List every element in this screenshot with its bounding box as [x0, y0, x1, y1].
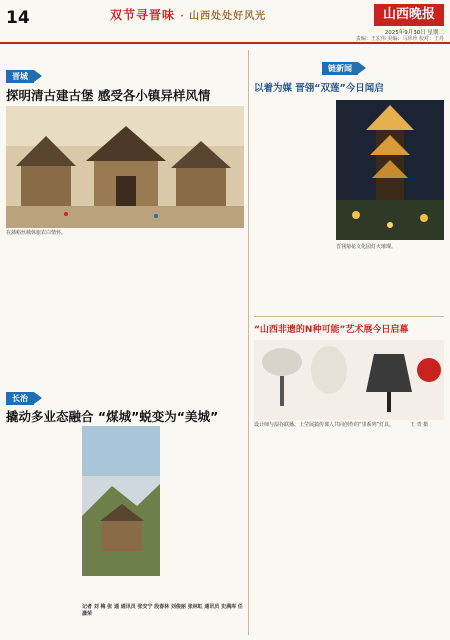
photo-changzhi: [82, 426, 160, 576]
photo-credit-lamps: 王 青 摄: [410, 422, 429, 428]
photo-ancient-castle: [6, 106, 244, 228]
editors-line: 责编：王宏伟 美编：马珍珍 校对：王丹: [355, 36, 444, 42]
right-section-rule: [254, 316, 444, 317]
article-body-jincheng-col1: [6, 240, 116, 332]
photo-chrysanthemum-garden: [336, 100, 444, 240]
section-tag-jincheng: 晋城: [6, 70, 34, 83]
castle-photo-illustration: [6, 106, 244, 228]
headline-changzhi: 撬动多业态融合 “煤城”蜕变为“美城”: [6, 409, 219, 424]
banner-sub: · 山西处处好风光: [180, 11, 267, 22]
byline-changzhi: 记者 刘 梅 张 通 通讯员 张安宁 段春林 刘俊丽 张林虹 通讯员 史满库 任潇荣: [82, 604, 243, 617]
newspaper-logo: 山西晚报: [374, 4, 444, 26]
headline-art-exhibition: “山西非遗的N种可能”艺术展今日启幕: [254, 325, 409, 335]
article-body-jincheng-col2: [124, 240, 244, 332]
photo-caption-lamps: 设计师与湿谷联播、上莹展搞传课人共同创作的“里系列”灯具。: [254, 422, 395, 428]
article-body-art-col1: [254, 432, 316, 632]
article-body-festival-col1: [254, 96, 332, 312]
changzhi-photo-illustration: [82, 426, 160, 576]
headline-jincheng: 探明清古建古堡 感受各小镇异样风情: [6, 88, 211, 103]
photo-caption-garden: 晋翎菊花文化园灯火璀璨。: [336, 244, 397, 250]
column-divider: [248, 50, 249, 635]
section-tag-news: 链新闻: [322, 62, 358, 75]
article-body-art-col3: [382, 432, 444, 632]
garden-photo-illustration: [336, 100, 444, 240]
article-body-jincheng-col4: [124, 336, 244, 386]
lamp-photo-illustration: [254, 340, 444, 420]
article-body-changzhi-col1: [6, 426, 78, 631]
photo-lamp-exhibition: [254, 340, 444, 420]
banner-main: 双节寻晋味: [110, 8, 176, 22]
article-body-changzhi-col2: [164, 426, 244, 631]
page-header: [0, 0, 450, 44]
page-number: 14: [6, 8, 30, 28]
article-body-art-col2: [318, 432, 380, 632]
dateline: 2025年9月30日 星期二: [384, 30, 444, 36]
photo-caption-jincheng: 在蒲峪丝城休旅农白情怀。: [6, 230, 67, 236]
headline-chrysanthemum-festival: 以着为媒 晋翎“双莲”今日闻启: [254, 83, 384, 94]
article-body-festival-col2: [336, 290, 444, 312]
section-tag-changzhi: 长治: [6, 392, 34, 405]
article-body-jincheng-col3: [6, 336, 116, 386]
section-banner: [110, 6, 266, 23]
